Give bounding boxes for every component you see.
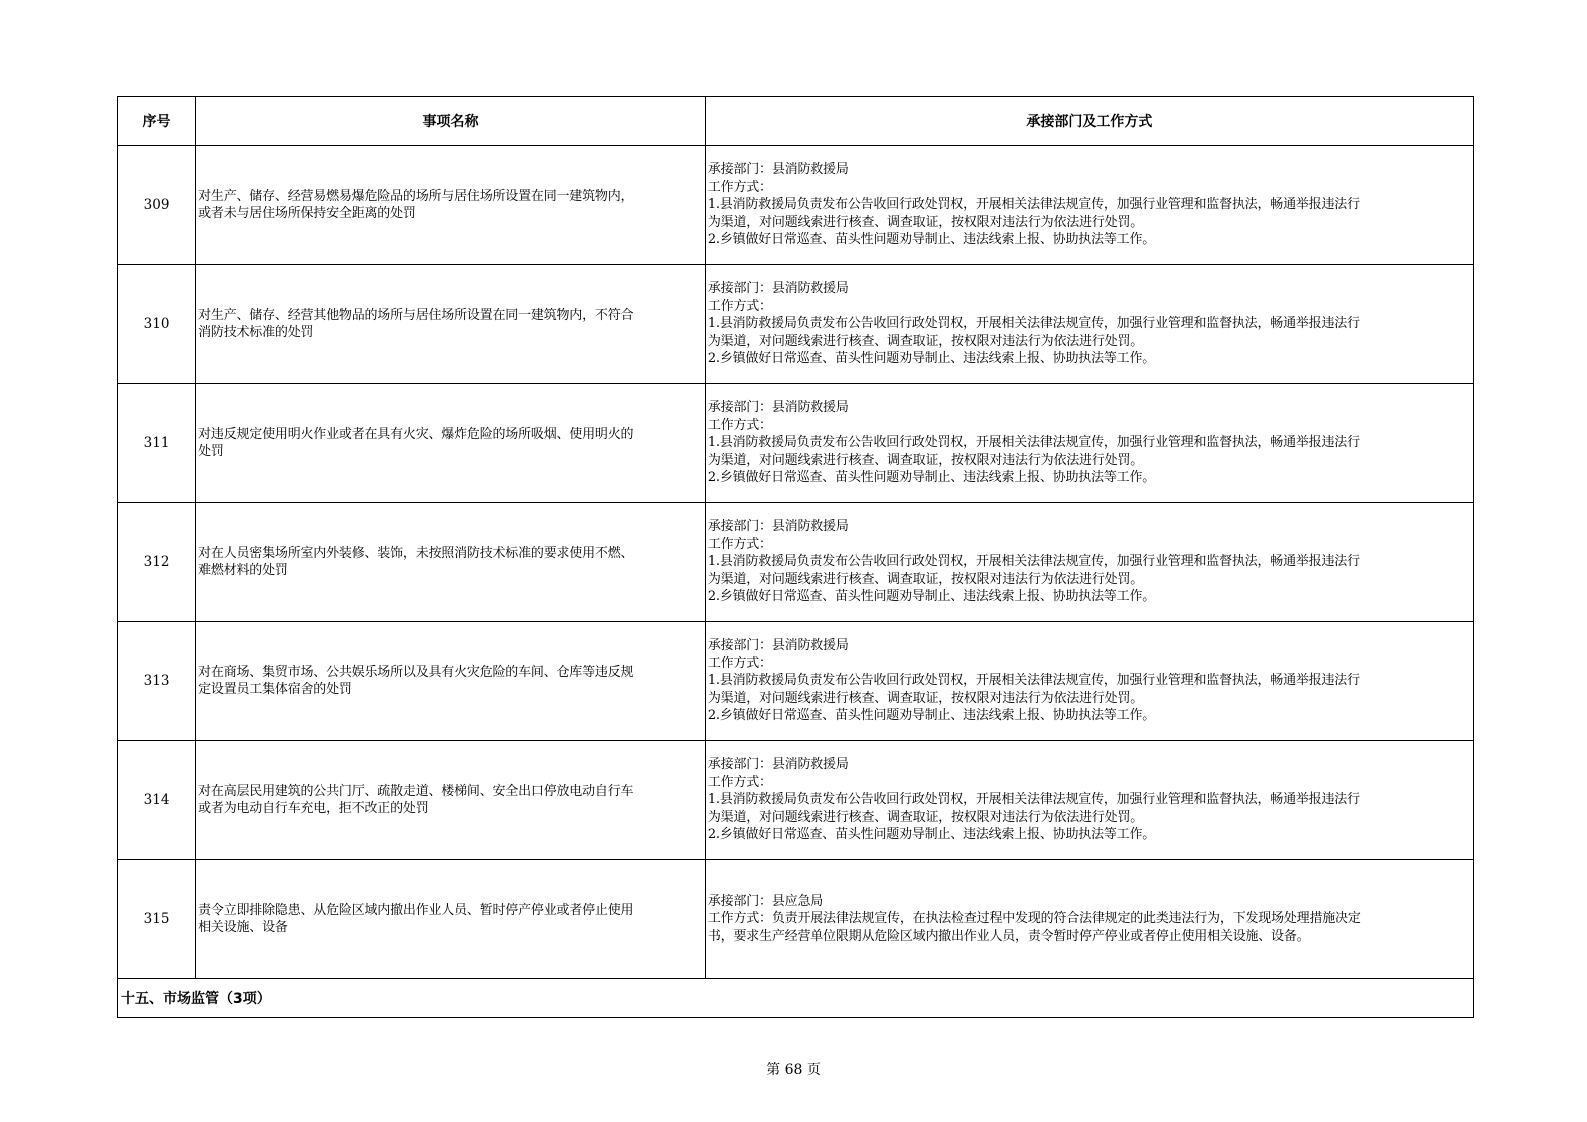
department-method-line: 承接部门：县消防救援局 [707,400,849,416]
department-method-line: 2.乡镇做好日常巡查、苗头性问题劝导制止、违法线索上报、协助执法等工作。 [707,708,1156,724]
row-serial-number: 314 [118,741,196,860]
row-serial-number: 311 [118,384,196,503]
matter-name-line: 或者为电动自行车充电，拒不改正的处罚 [198,801,429,816]
row-matter-name [196,384,706,503]
department-method-line: 工作方式： [707,417,772,433]
row-matter-name [196,622,706,741]
department-method-line: 承接部门：县消防救援局 [707,162,849,178]
table-row [118,622,1474,741]
matter-name-line: 或者未与居住场所保持安全距离的处罚 [198,206,416,221]
row-serial-number: 310 [118,265,196,384]
matter-name-line: 相关设施、设备 [198,920,288,935]
department-method-line: 承接部门：县消防救援局 [707,757,849,773]
page-number: 第 68 页 [766,1062,821,1078]
section-title: 十五、市场监管（3项） [118,979,1474,1018]
matter-name-line: 处罚 [198,444,224,459]
matter-name-line: 难燃材料的处罚 [198,563,288,578]
department-method-line: 工作方式：负责开展法律法规宣传，在执法检查过程中发现的符合法律规定的此类违法行为，下发现场处理措施决定 [707,911,1361,927]
department-method-line: 承接部门：县消防救援局 [707,638,849,654]
matter-name-line: 对在高层民用建筑的公共门厅、疏散走道、楼梯间、安全出口停放电动自行车 [198,784,634,799]
department-method-line: 1.县消防救援局负责发布公告收回行政处罚权，开展相关法律法规宣传，加强行业管理和监督执法，畅通举报违法行 [707,554,1360,570]
section-row [118,979,1474,1018]
table-row [118,146,1474,265]
header-serial-number: 序号 [118,97,196,146]
department-method-line: 2.乡镇做好日常巡查、苗头性问题劝导制止、违法线索上报、协助执法等工作。 [707,827,1156,843]
table-body [118,146,1474,979]
table-row [118,741,1474,860]
row-matter-name [196,860,706,979]
row-department-method [705,384,1473,503]
header-department-method: 承接部门及工作方式 [705,97,1473,146]
matter-name-line: 对生产、储存、经营易燃易爆危险品的场所与居住场所设置在同一建筑物内， [198,189,634,204]
department-method-line: 为渠道，对问题线索进行核查、调查取证，按权限对违法行为依法进行处罚。 [707,571,1144,587]
table-row [118,265,1474,384]
matter-name-line: 责令立即排除隐患、从危险区域内撤出作业人员、暂时停产停业或者停止使用 [198,903,634,918]
row-department-method [705,265,1473,384]
department-method-line: 工作方式： [707,655,772,671]
department-method-line: 承接部门：县应急局 [707,893,824,909]
department-method-line: 为渠道，对问题线索进行核查、调查取证，按权限对违法行为依法进行处罚。 [707,333,1144,349]
department-method-line: 1.县消防救援局负责发布公告收回行政处罚权，开展相关法律法规宣传，加强行业管理和监督执法，畅通举报违法行 [707,792,1360,808]
row-matter-name [196,265,706,384]
row-serial-number: 313 [118,622,196,741]
matter-name-line: 对生产、储存、经营其他物品的场所与居住场所设置在同一建筑物内，不符合 [198,308,634,323]
department-method-line: 工作方式： [707,179,772,195]
department-method-line: 2.乡镇做好日常巡查、苗头性问题劝导制止、违法线索上报、协助执法等工作。 [707,351,1156,367]
department-method-line: 为渠道，对问题线索进行核查、调查取证，按权限对违法行为依法进行处罚。 [707,809,1144,825]
row-department-method [705,860,1473,979]
table-row [118,860,1474,979]
matter-name-line: 定设置员工集体宿舍的处罚 [198,682,352,697]
row-matter-name [196,741,706,860]
row-serial-number: 315 [118,860,196,979]
row-matter-name [196,503,706,622]
department-method-line: 2.乡镇做好日常巡查、苗头性问题劝导制止、违法线索上报、协助执法等工作。 [707,589,1156,605]
table-row [118,503,1474,622]
row-matter-name [196,146,706,265]
matter-name-line: 对违反规定使用明火作业或者在具有火灾、爆炸危险的场所吸烟、使用明火的 [198,427,634,442]
department-method-line: 2.乡镇做好日常巡查、苗头性问题劝导制止、违法线索上报、协助执法等工作。 [707,232,1156,248]
department-method-line: 承接部门：县消防救援局 [707,519,849,535]
header-matter-name: 事项名称 [196,97,706,146]
department-method-line: 工作方式： [707,536,772,552]
department-method-line: 1.县消防救援局负责发布公告收回行政处罚权，开展相关法律法规宣传，加强行业管理和监督执法，畅通举报违法行 [707,673,1360,689]
department-method-line: 2.乡镇做好日常巡查、苗头性问题劝导制止、违法线索上报、协助执法等工作。 [707,470,1156,486]
matters-table [117,96,1474,1018]
department-method-line: 承接部门：县消防救援局 [707,281,849,297]
matter-name-line: 对在人员密集场所室内外装修、装饰，未按照消防技术标准的要求使用不燃、 [198,546,634,561]
table-row [118,384,1474,503]
table-header-row [118,97,1474,146]
row-serial-number: 312 [118,503,196,622]
department-method-line: 工作方式： [707,774,772,790]
row-department-method [705,622,1473,741]
department-method-line: 1.县消防救援局负责发布公告收回行政处罚权，开展相关法律法规宣传，加强行业管理和监督执法，畅通举报违法行 [707,316,1360,332]
matter-name-line: 消防技术标准的处罚 [198,325,314,340]
matter-name-line: 对在商场、集贸市场、公共娱乐场所以及具有火灾危险的车间、仓库等违反规 [198,665,634,680]
department-method-line: 书，要求生产经营单位限期从危险区域内撤出作业人员，责令暂时停产停业或者停止使用相关设施、设备。 [707,928,1310,944]
row-department-method [705,741,1473,860]
row-department-method [705,146,1473,265]
department-method-line: 为渠道，对问题线索进行核查、调查取证，按权限对违法行为依法进行处罚。 [707,214,1144,230]
department-method-line: 为渠道，对问题线索进行核查、调查取证，按权限对违法行为依法进行处罚。 [707,452,1144,468]
department-method-line: 工作方式： [707,298,772,314]
row-serial-number: 309 [118,146,196,265]
row-department-method [705,503,1473,622]
department-method-line: 为渠道，对问题线索进行核查、调查取证，按权限对违法行为依法进行处罚。 [707,690,1144,706]
department-method-line: 1.县消防救援局负责发布公告收回行政处罚权，开展相关法律法规宣传，加强行业管理和监督执法，畅通举报违法行 [707,197,1360,213]
department-method-line: 1.县消防救援局负责发布公告收回行政处罚权，开展相关法律法规宣传，加强行业管理和监督执法，畅通举报违法行 [707,435,1360,451]
